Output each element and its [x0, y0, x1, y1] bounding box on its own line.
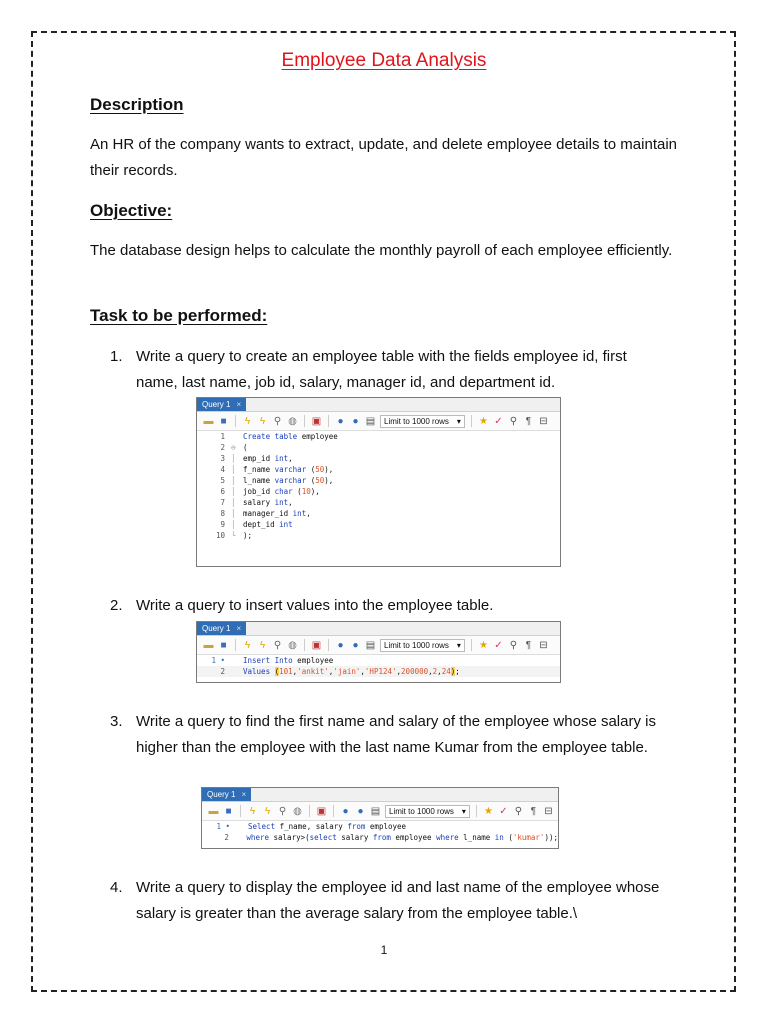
beautify-icon[interactable]: ★ [478, 415, 488, 427]
description-text: An HR of the company wants to extract, update, and delete employee details to maintain their records. [90, 136, 678, 179]
save-icon[interactable]: ■ [220, 639, 227, 651]
limit-label: Limit to 1000 rows [384, 416, 449, 426]
format-icon[interactable]: ✓ [494, 415, 503, 427]
code-editor[interactable] [197, 431, 560, 541]
wrap-icon[interactable]: ⊟ [539, 639, 548, 651]
page-number: 1 [380, 943, 388, 957]
limit-select[interactable] [385, 805, 470, 818]
editor-toolbar [202, 802, 558, 821]
code-line: 8 │ manager_id int, [220, 509, 311, 518]
objective-text: The database design helps to calculate the monthly payroll of each employee efficiently. [90, 242, 673, 259]
find-icon[interactable]: ⚲ [514, 805, 523, 817]
stop-icon[interactable]: ◍ [293, 805, 302, 817]
tab-bar [197, 398, 560, 412]
code-line: 2 where salary>(select salary from employee where l_name in ('kumar')); [224, 833, 558, 842]
chevron-down-icon: ▾ [456, 416, 461, 426]
chevron-down-icon: ▾ [456, 640, 461, 650]
query-tab-label: Query 1 [207, 790, 236, 799]
task-text: Write a query to find the first name and salary of the employee whose salary is higher than the employee with the last name Kumar from the employee table. [136, 713, 656, 756]
code-line: 2 Values (101,'ankit','jain','HP124',200000,2,24); [197, 666, 560, 677]
invisible-chars-icon[interactable]: ¶ [525, 639, 532, 651]
rollback-icon[interactable]: ● [352, 639, 359, 651]
close-icon[interactable]: × [236, 400, 242, 409]
code-line: 9 │ dept_id int [220, 520, 293, 529]
execute-current-icon[interactable]: ϟ [259, 639, 266, 651]
format-icon[interactable]: ✓ [499, 805, 508, 817]
task-text: Write a query to insert values into the employee table. [136, 597, 494, 614]
execute-current-icon[interactable]: ϟ [259, 415, 266, 427]
execute-icon[interactable]: ϟ [244, 415, 251, 427]
tab-bar [197, 622, 560, 636]
stop-icon[interactable]: ◍ [288, 639, 297, 651]
tab-bar [202, 788, 558, 802]
task-item-4 [110, 875, 670, 927]
execute-icon[interactable]: ϟ [244, 639, 251, 651]
beautify-icon[interactable]: ★ [478, 639, 488, 651]
editor-toolbar [197, 412, 560, 431]
toggle-icon[interactable]: ▣ [311, 639, 322, 651]
invisible-chars-icon[interactable]: ¶ [525, 415, 532, 427]
query-tab[interactable] [197, 398, 246, 411]
open-folder-icon[interactable]: ▬ [203, 639, 214, 651]
objective-heading: Objective: [90, 201, 173, 220]
find-icon[interactable]: ⚲ [509, 639, 518, 651]
autocommit-icon[interactable]: ▤ [365, 639, 376, 651]
autocommit-icon[interactable]: ▤ [370, 805, 381, 817]
commit-icon[interactable]: ● [337, 415, 344, 427]
close-icon[interactable]: × [241, 790, 247, 799]
limit-select[interactable] [380, 639, 465, 652]
rollback-icon[interactable]: ● [352, 415, 359, 427]
save-icon[interactable]: ■ [225, 805, 232, 817]
explain-icon[interactable]: ⚲ [273, 639, 282, 651]
autocommit-icon[interactable]: ▤ [365, 415, 376, 427]
explain-icon[interactable]: ⚲ [278, 805, 287, 817]
page-title: Employee Data Analysis [281, 50, 487, 71]
query-tab-label: Query 1 [202, 624, 231, 633]
execute-current-icon[interactable]: ϟ [264, 805, 271, 817]
code-editor[interactable] [202, 821, 558, 843]
chevron-down-icon: ▾ [461, 806, 466, 816]
limit-select[interactable] [380, 415, 465, 428]
beautify-icon[interactable]: ★ [483, 805, 493, 817]
open-folder-icon[interactable]: ▬ [203, 415, 214, 427]
code-line: 2 ⊖ ( [220, 443, 248, 452]
query-window-2 [196, 621, 561, 683]
code-line: 7 │ salary int, [220, 498, 293, 507]
format-icon[interactable]: ✓ [494, 639, 503, 651]
explain-icon[interactable]: ⚲ [273, 415, 282, 427]
query-tab-label: Query 1 [202, 400, 231, 409]
commit-icon[interactable]: ● [342, 805, 349, 817]
description-heading: Description [90, 95, 184, 114]
open-folder-icon[interactable]: ▬ [208, 805, 219, 817]
code-line: 4 │ f_name varchar (50), [220, 465, 334, 474]
task-number: 1. [110, 348, 123, 365]
code-line: 1 • Select f_name, salary from employee [216, 822, 407, 831]
code-line: 5 │ l_name varchar (50), [220, 476, 334, 485]
task-number: 3. [110, 713, 123, 730]
limit-label: Limit to 1000 rows [389, 806, 454, 816]
code-line: 6 │ job_id char (10), [220, 487, 320, 496]
editor-toolbar [197, 636, 560, 655]
code-line: 1 • Insert Into employee [211, 656, 334, 665]
close-icon[interactable]: × [236, 624, 242, 633]
wrap-icon[interactable]: ⊟ [544, 805, 553, 817]
find-icon[interactable]: ⚲ [509, 415, 518, 427]
task-text: Write a query to display the employee id and last name of the employee whose salary is greater than the average salary from the employee table.\ [136, 879, 660, 922]
task-text: Write a query to create an employee table with the fields employee id, first name, last name, job id, salary, manager id, and department id. [136, 348, 627, 391]
commit-icon[interactable]: ● [337, 639, 344, 651]
query-tab[interactable] [202, 788, 251, 801]
code-editor[interactable] [197, 655, 560, 677]
stop-icon[interactable]: ◍ [288, 415, 297, 427]
task-item-1 [110, 344, 670, 396]
code-line: 10 └ ); [215, 531, 253, 540]
query-window-3 [201, 787, 559, 849]
tasks-heading: Task to be performed: [90, 306, 268, 325]
task-item-3 [110, 709, 670, 761]
rollback-icon[interactable]: ● [357, 805, 364, 817]
task-item-2 [110, 593, 670, 619]
toggle-icon[interactable]: ▣ [311, 415, 322, 427]
task-number: 2. [110, 597, 123, 614]
task-number: 4. [110, 879, 123, 896]
query-window-1 [196, 397, 561, 567]
save-icon[interactable]: ■ [220, 415, 227, 427]
limit-label: Limit to 1000 rows [384, 640, 449, 650]
execute-icon[interactable]: ϟ [249, 805, 256, 817]
toggle-icon[interactable]: ▣ [316, 805, 327, 817]
invisible-chars-icon[interactable]: ¶ [530, 805, 537, 817]
wrap-icon[interactable]: ⊟ [539, 415, 548, 427]
query-tab[interactable] [197, 622, 246, 635]
code-line: 3 │ emp_id int, [220, 454, 293, 463]
code-line: 1 Create table employee [220, 432, 338, 441]
